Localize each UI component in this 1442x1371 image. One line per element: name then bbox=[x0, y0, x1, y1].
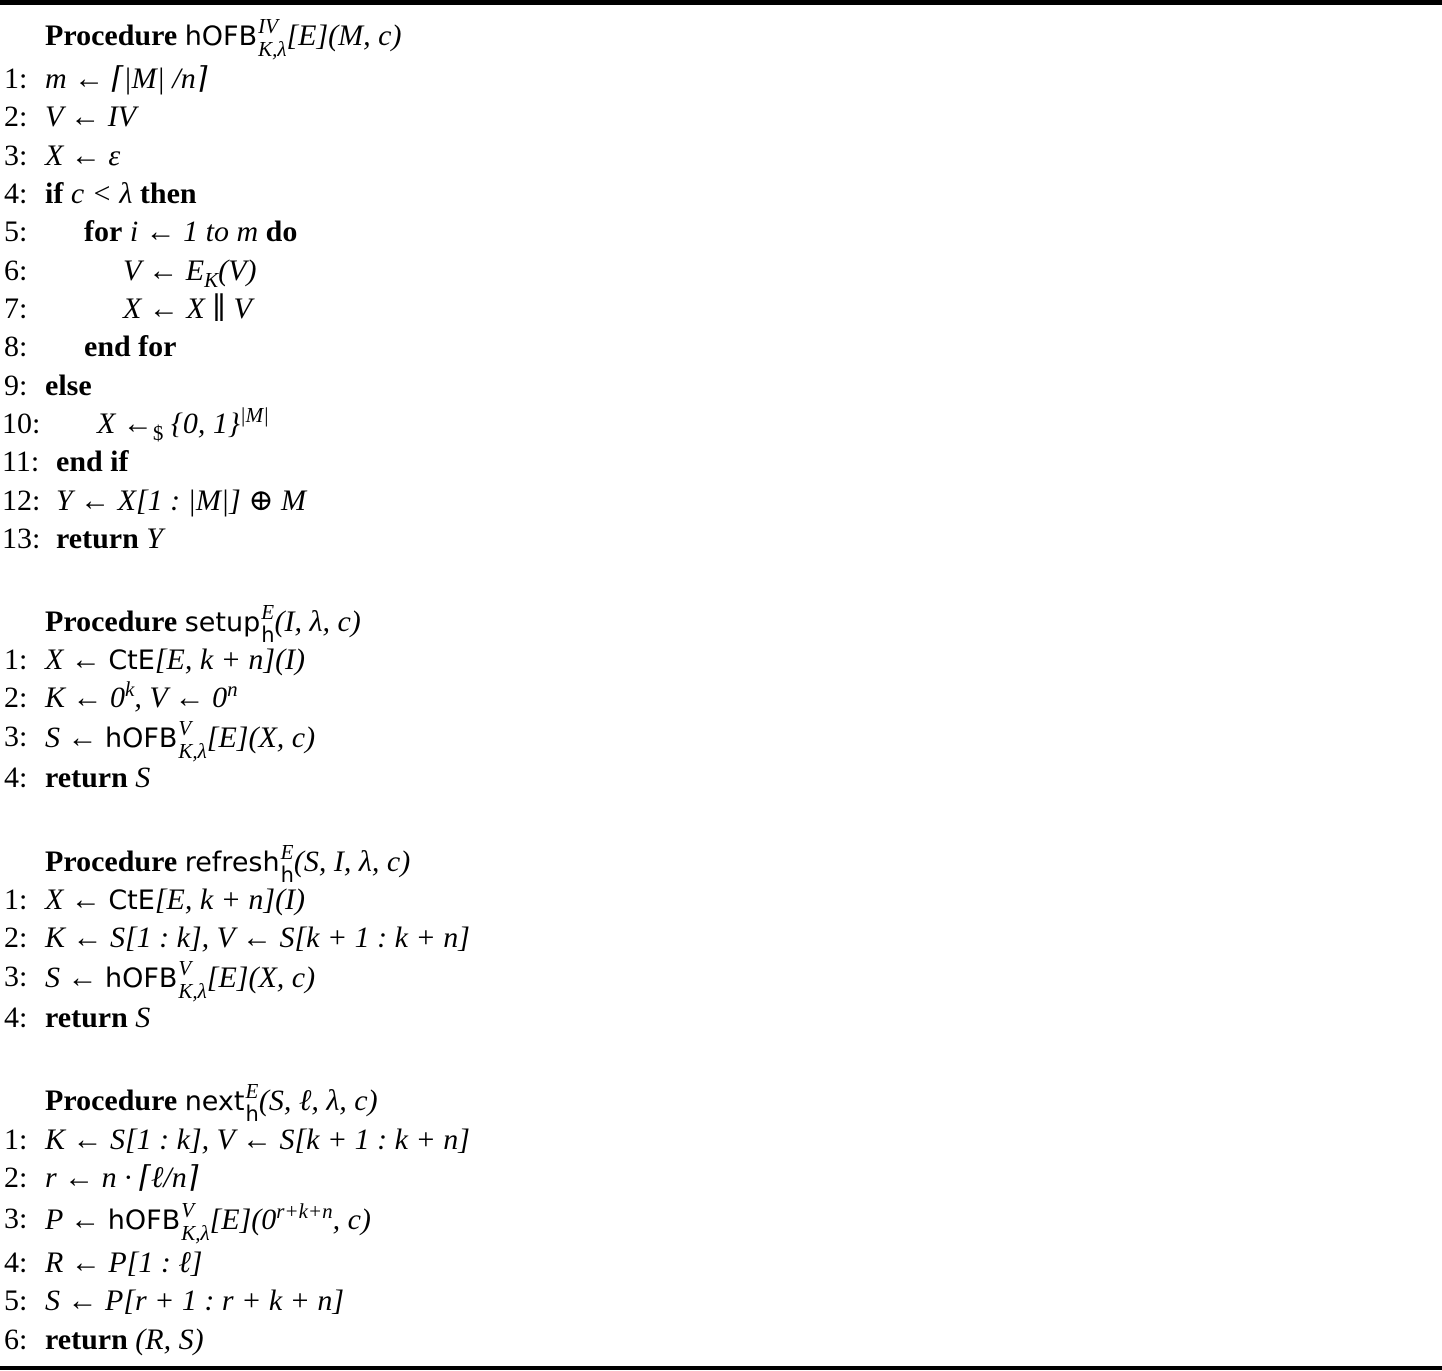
bottom-rule bbox=[0, 1366, 1442, 1370]
top-rule bbox=[0, 0, 1442, 5]
